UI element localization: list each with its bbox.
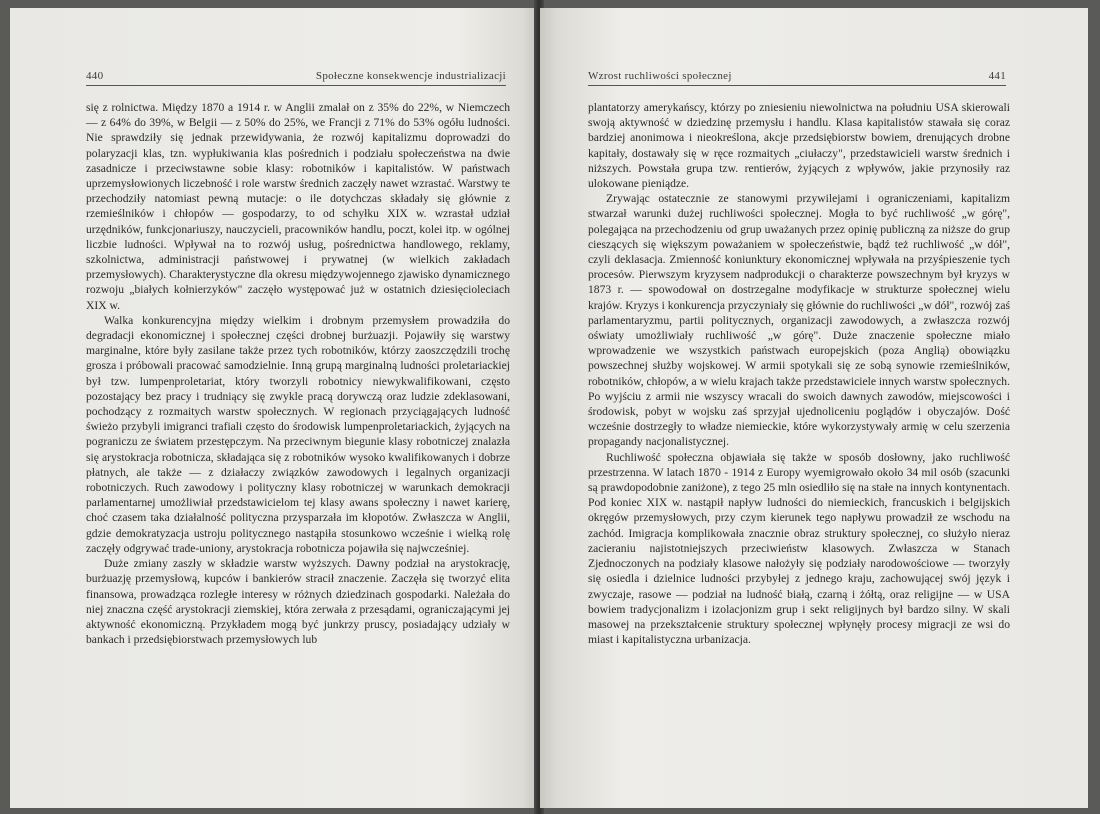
left-running-head <box>86 70 506 86</box>
right-running-head <box>588 70 1006 86</box>
left-body-text <box>86 100 510 647</box>
paragraph: Walka konkurencyjna między wielkim i drobnym przemysłem prowadziła do degradacji ekonomicznej i społecznej części drobnej burżuazji. Pojawiły się warstwy marginalne, które były zasilane także przez tych robotników, którzy zaoszczędzili trochę grosza i próbowali pracować samodzielnie. Inną grupą marginalną ludności proletariackiej był tzw. lumpenproletariat, który tworzyli robotnicy niewykwalifikowani, często pozostający bez pracy i trudniący się zwykle pracą dorywczą oraz ludzie zdeklasowani, pochodzący z rozmaitych warstw społecznych. W regionach przyciągających ludność świeżo przybyli imigranci trafiali często do środowisk lumpenproletariackich, żyjących na pograniczu ze światem przestępczym. Na przeciwnym biegunie klasy robotniczej znalazła się arystokracja robotnicza, składająca się z robotników wysoko kwalifikowanych i dobrze płatnych, ale także — z działaczy związków zawodowych i legalnych organizacji robotniczych. Ruch zawodowy i polityczny klasy robotniczej w warunkach demokracji parlamentarnej umożliwiał przedstawicielom tej klasy awans społeczny i nawet karierę, choć czasem taka działalność polityczna przysparzała im kłopotów. Zwłaszcza w Anglii, gdzie demokratyzacja ustroju politycznego nastąpiła stosunkowo wcześnie i wielką rolę zaczęły odgrywać trade-uniony, arystokracja robotnicza pojawiła się najwcześniej. <box>86 313 510 555</box>
running-title-right: Wzrost ruchliwości społecznej <box>588 70 732 82</box>
right-page <box>540 8 1088 808</box>
left-page <box>10 8 538 808</box>
right-body-text <box>588 100 1010 647</box>
paragraph: Duże zmiany zaszły w składzie warstw wyższych. Dawny podział na arystokrację, burżuazję przemysłową, kupców i bankierów stracił znaczenie. Zaczęła się tworzyć elita finansowa, prowadząca rozległe interesy w różnych dziedzinach gospodarki. Należała do niej znaczna część arystokracji ziemskiej, która zerwała z przesądami, ograniczającymi jej aktywność ekonomiczną. Przykładem mogą być junkrzy pruscy, posiadający udziały w bankach i przedsiębiorstwach przemysłowych lub <box>86 557 510 647</box>
paragraph: Ruchliwość społeczna objawiała się także w sposób dosłowny, jako ruchliwość przestrzenna. W latach 1870 - 1914 z Europy wyemigrowało około 34 mil osób (szacunki są prawdopodobnie zaniżone), z tego 25 mln osiedliło się na stałe na innych kontynentach. Pod koniec XIX w. nastąpił napływ ludności do niemieckich, francuskich i belgijskich okręgów przemysłowych, przy czym kierunek tego napływu prowadził ze wschodu na zachód. Imigracja komplikowała znacznie obraz struktury społecznej, co służyło nieraz zacieraniu najistotniejszych przeciwieństw klasowych. Zwłaszcza w Stanach Zjednoczonych na podziały klasowe nałożyły się podziały narodowościowe — tworzyły się osiedla i dzielnice ludności przybyłej z jednego kraju, zachowującej swój język i zwyczaje, rasowe — podział na ludność białą, czarną i żółtą, oraz religijne — w USA bowiem tradycjonalizm i izolacjonizm grup i sekt religijnych był bardzo silny. W skali masowej na przekształcenie struktury społecznej wpłynęły procesy migracji ze wsi do miast i kapitalistyczna urbanizacja. <box>588 450 1010 647</box>
page-number-left: 440 <box>86 70 104 82</box>
paragraph: się z rolnictwa. Między 1870 a 1914 r. w Anglii zmalał on z 35% do 22%, w Niemczech — z 64% do 39%, w Belgii — z 50% do 25%, we Francji z 71% do 53% ogółu ludności. Nie sprawdziły się jednak przewidywania, że rozwój kapitalizmu doprowadzi do polaryzacji klas, tzn. wypłukiwania klas pośrednich i podziału społeczeństwa na dwie zasadnicze i przeciwstawne sobie klasy: robotników i kapitalistów. W państwach uprzemysłowionych liczebność i role warstw średnich zaczęły nawet wzrastać. Warstwy te przechodziły natomiast pewną mutacje: o ile dotychczas składały się głównie z rzemieślników i chłopów — gospodarzy, to od schyłku XIX w. wzrastał udział urzędników, funkcjonariuszy, nauczycieli, pracowników handlu, poczt, kolei itp. w ogólnej liczbie ludności. Wpływał na to rozwój usług, pośrednictwa handlowego, reklamy, szkolnictwa, administracji państwowej i prywatnej (w wielkich zakładach przemysłowych). Charakterystyczne dla okresu międzywojennego zjawisko dynamicznego rozwoju „białych kołnierzyków" zaczęło występować już w ostatnich dziesięcioleciach XIX w. <box>86 101 510 312</box>
paragraph: plantatorzy amerykańscy, którzy po zniesieniu niewolnictwa na południu USA skierowali swoją aktywność w dziedzinę przemysłu i handlu. Klasa kapitalistów stawała się coraz bardziej anonimowa i nieokreślona, akcje przedsiębiorstw bowiem, drenujących drobne kapitały, dostawały się w ręce rozmaitych „ciułaczy", przedstawicieli warstw średnich i niższych. Powstała grupa tzw. rentierów, żyjących z wpływów, jakie przynosiły raz ulokowane pieniądze. <box>588 101 1010 191</box>
paragraph: Zrywając ostatecznie ze stanowymi przywilejami i ograniczeniami, kapitalizm stwarzał warunki dużej ruchliwości społecznej. Mogła to być ruchliwość „w górę", polegająca na przechodzeniu od grup uważanych przez opinię publiczną za niższe do grup cieszących się większym poważaniem w społeczeństwie, bądź też ruchliwość „w dół", czyli deklasacja. Zmienność koniunktury ekonomicznej wpływała na przyśpieszenie tych procesów. Pierwszym kryzysem nadprodukcji o charakterze powszechnym był kryzys w 1873 r. — spowodował on dostrzegalne modyfikacje w strukturze społecznej wielu krajów. Kryzys i konkurencja przyczyniały się głównie do ruchliwości „w dół", rozwój zaś parlamentaryzmu, partii politycznych, organizacji zawodowych, a zwłaszcza rozwój oświaty umożliwiały ruchliwość „w górę". Duże znaczenie społeczne miało wprowadzenie we wszystkich państwach europejskich (poza Anglią) obowiązku powszechnej służby wojskowej. W armii spotykali się ze sobą synowie rzemieślników, robotników, chłopów, a w wielu krajach także przedstawiciele innych warstw społecznych. Po wyjściu z armii nie wszyscy wracali do swoich dawnych zawodów, miejscowości i środowisk, pobyt w wojsku zaś sprzyjał ujednoliceniu poglądów i obyczajów. Dość wcześnie dostrzegły to władze niemieckie, które wykorzystywały armię w celu szerzenia propagandy nacjonalistycznej. <box>588 192 1010 449</box>
running-title-left: Społeczne konsekwencje industrializacji <box>315 70 506 82</box>
page-number-right: 441 <box>988 70 1006 82</box>
